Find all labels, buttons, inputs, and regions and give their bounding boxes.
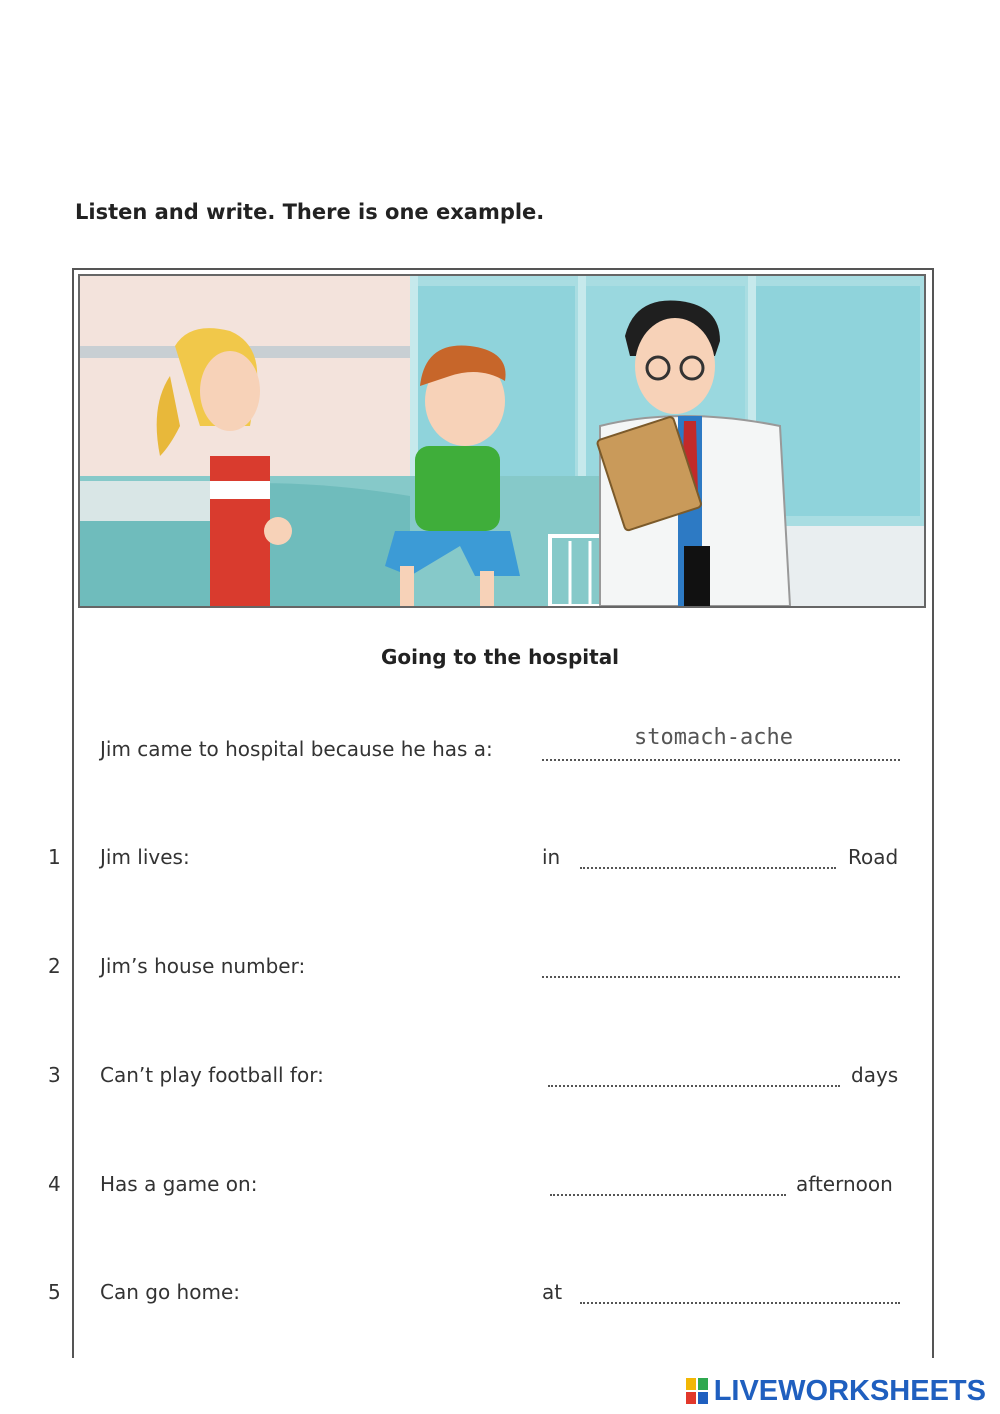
answer-blank[interactable]	[548, 1063, 840, 1093]
answer-blank[interactable]	[550, 1172, 786, 1202]
liveworksheets-logo-icon	[686, 1378, 708, 1404]
question-row	[0, 1063, 1000, 1103]
liveworksheets-logo	[686, 1374, 986, 1408]
question-row	[0, 1172, 1000, 1212]
question-number: 2	[48, 954, 61, 978]
answer-blank[interactable]	[542, 954, 900, 984]
question-row	[0, 954, 1000, 994]
answer-suffix: afternoon	[796, 1172, 893, 1196]
question-label: Jim lives:	[100, 845, 190, 869]
answer-suffix: days	[851, 1063, 899, 1087]
question-number: 4	[48, 1172, 61, 1196]
hospital-illustration	[78, 274, 926, 608]
liveworksheets-logo-text: LIVEWORKSHEETS	[713, 1374, 986, 1407]
answer-suffix: Road	[848, 845, 899, 869]
question-row	[0, 845, 1000, 885]
example-answer: stomach-ache	[634, 725, 793, 750]
answer-prefix: in	[542, 845, 561, 869]
example-label: Jim came to hospital because he has a:	[100, 737, 493, 761]
question-label: Can go home:	[100, 1280, 240, 1304]
question-label: Can’t play football for:	[100, 1063, 324, 1087]
story-title: Going to the hospital	[380, 645, 620, 669]
question-number: 3	[48, 1063, 61, 1087]
question-label: Jim’s house number:	[100, 954, 306, 978]
question-number: 1	[48, 845, 61, 869]
question-number: 5	[48, 1280, 61, 1304]
answer-blank[interactable]	[580, 845, 836, 875]
answer-blank[interactable]	[580, 1280, 900, 1310]
example-answer-area	[542, 725, 902, 767]
example-row	[0, 725, 1000, 777]
question-label: Has a game on:	[100, 1172, 258, 1196]
question-row	[0, 1280, 1000, 1320]
instruction-text: Listen and write. There is one example.	[75, 200, 545, 224]
answer-prefix: at	[542, 1280, 563, 1304]
